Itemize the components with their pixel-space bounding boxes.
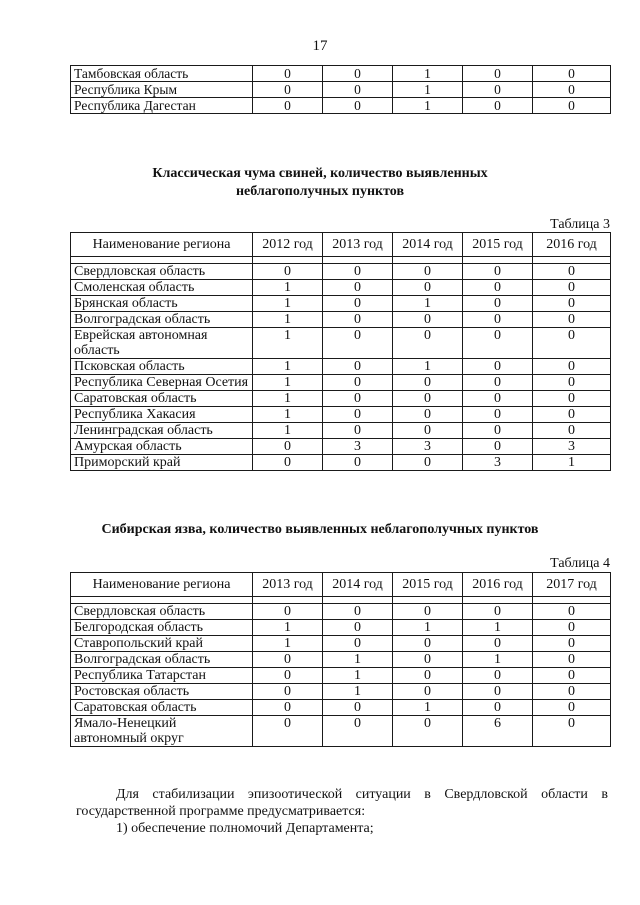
value-cell: 0 — [253, 82, 323, 98]
value-cell: 0 — [253, 604, 323, 620]
value-cell: 0 — [253, 264, 323, 280]
value-cell: 0 — [533, 359, 611, 375]
table4 — [70, 572, 611, 747]
region-name: Ставропольский край — [71, 636, 253, 652]
value-cell: 0 — [533, 716, 611, 747]
column-header: 2014 год — [393, 233, 463, 257]
value-cell: 0 — [323, 700, 393, 716]
value-cell: 0 — [393, 604, 463, 620]
table-row — [71, 604, 611, 620]
value-cell: 1 — [253, 407, 323, 423]
region-name: Смоленская область — [71, 280, 253, 296]
value-cell: 6 — [463, 716, 533, 747]
value-cell: 0 — [463, 391, 533, 407]
value-cell: 0 — [323, 604, 393, 620]
value-cell: 0 — [533, 423, 611, 439]
table-row — [71, 391, 611, 407]
column-header: Наименование региона — [71, 573, 253, 597]
value-cell: 0 — [533, 296, 611, 312]
value-cell: 0 — [533, 98, 611, 114]
value-cell: 0 — [393, 312, 463, 328]
table-row — [71, 620, 611, 636]
value-cell: 0 — [323, 66, 393, 82]
value-cell: 0 — [533, 636, 611, 652]
value-cell: 1 — [393, 82, 463, 98]
column-header: 2016 год — [463, 573, 533, 597]
region-name: Республика Хакасия — [71, 407, 253, 423]
body-text — [76, 786, 608, 837]
table-row — [71, 668, 611, 684]
value-cell: 0 — [253, 652, 323, 668]
value-cell: 0 — [393, 407, 463, 423]
value-cell: 0 — [323, 716, 393, 747]
value-cell: 0 — [323, 423, 393, 439]
table4-label: Таблица 4 — [550, 556, 610, 571]
value-cell: 1 — [393, 98, 463, 114]
region-name: Республика Северная Осетия — [71, 375, 253, 391]
value-cell: 0 — [393, 328, 463, 359]
value-cell: 0 — [323, 359, 393, 375]
table3-title-line2: неблагополучных пунктов — [235, 184, 405, 199]
value-cell: 0 — [533, 264, 611, 280]
region-name: Белгородская область — [71, 620, 253, 636]
region-name: Амурская область — [71, 439, 253, 455]
value-cell: 1 — [393, 700, 463, 716]
region-name: Приморский край — [71, 455, 253, 471]
value-cell: 0 — [463, 668, 533, 684]
table3-body — [71, 257, 611, 471]
list-item-1: 1) обеспечение полномочий Департамента; — [116, 821, 374, 836]
region-name: Тамбовская область — [71, 66, 253, 82]
table3-label: Таблица 3 — [550, 217, 610, 232]
value-cell: 1 — [253, 280, 323, 296]
column-header: 2017 год — [533, 573, 611, 597]
value-cell: 0 — [533, 604, 611, 620]
value-cell: 0 — [463, 296, 533, 312]
value-cell: 1 — [463, 652, 533, 668]
value-cell: 0 — [393, 716, 463, 747]
table4-body — [71, 597, 611, 747]
value-cell: 1 — [253, 359, 323, 375]
value-cell: 0 — [393, 423, 463, 439]
value-cell: 0 — [253, 716, 323, 747]
value-cell: 0 — [323, 296, 393, 312]
value-cell: 0 — [323, 407, 393, 423]
table-row — [71, 700, 611, 716]
value-cell: 1 — [253, 620, 323, 636]
value-cell: 1 — [323, 652, 393, 668]
value-cell: 1 — [253, 391, 323, 407]
value-cell: 0 — [323, 455, 393, 471]
column-header: 2013 год — [253, 573, 323, 597]
value-cell: 0 — [393, 684, 463, 700]
value-cell: 0 — [533, 684, 611, 700]
region-name: Свердловская область — [71, 264, 253, 280]
table-row — [71, 652, 611, 668]
value-cell: 0 — [463, 82, 533, 98]
value-cell: 0 — [463, 684, 533, 700]
column-header: 2014 год — [323, 573, 393, 597]
region-name: Ростовская область — [71, 684, 253, 700]
region-name: Саратовская область — [71, 700, 253, 716]
value-cell: 0 — [463, 407, 533, 423]
value-cell: 0 — [463, 312, 533, 328]
value-cell: 0 — [533, 407, 611, 423]
table-row — [71, 636, 611, 652]
value-cell: 0 — [323, 375, 393, 391]
value-cell: 0 — [393, 375, 463, 391]
table-row — [71, 98, 611, 114]
value-cell: 0 — [463, 359, 533, 375]
value-cell: 1 — [393, 296, 463, 312]
value-cell: 0 — [393, 280, 463, 296]
region-name: Свердловская область — [71, 604, 253, 620]
table-row — [71, 407, 611, 423]
value-cell: 0 — [253, 668, 323, 684]
value-cell: 0 — [323, 312, 393, 328]
value-cell: 0 — [463, 328, 533, 359]
region-name: Брянская область — [71, 296, 253, 312]
table-row — [71, 66, 611, 82]
value-cell: 0 — [533, 620, 611, 636]
column-header: 2012 год — [253, 233, 323, 257]
region-name: Ленинградская область — [71, 423, 253, 439]
value-cell: 0 — [323, 328, 393, 359]
value-cell: 0 — [393, 636, 463, 652]
region-name: Республика Татарстан — [71, 668, 253, 684]
table-row — [71, 439, 611, 455]
value-cell: 0 — [253, 684, 323, 700]
region-name: Псковская область — [71, 359, 253, 375]
value-cell: 0 — [323, 264, 393, 280]
table3-header — [71, 233, 611, 257]
table-row — [71, 280, 611, 296]
value-cell: 1 — [253, 296, 323, 312]
value-cell: 0 — [533, 700, 611, 716]
table-row — [71, 296, 611, 312]
value-cell: 0 — [253, 98, 323, 114]
paragraph-stabilization: Для стабилизации эпизоотической ситуации в Свердловской области в государственной программе предусматривается: — [76, 787, 608, 819]
value-cell: 1 — [393, 66, 463, 82]
table-row — [71, 328, 611, 359]
value-cell: 0 — [533, 391, 611, 407]
region-name: Волгоградская область — [71, 652, 253, 668]
region-name: Саратовская область — [71, 391, 253, 407]
value-cell: 3 — [323, 439, 393, 455]
value-cell: 3 — [393, 439, 463, 455]
value-cell: 0 — [323, 98, 393, 114]
region-name: Волгоградская область — [71, 312, 253, 328]
value-cell: 0 — [533, 375, 611, 391]
value-cell: 0 — [393, 668, 463, 684]
value-cell: 0 — [533, 328, 611, 359]
value-cell: 0 — [533, 280, 611, 296]
value-cell: 0 — [323, 391, 393, 407]
value-cell: 0 — [253, 455, 323, 471]
table-row — [71, 716, 611, 747]
value-cell: 0 — [533, 652, 611, 668]
value-cell: 0 — [533, 82, 611, 98]
value-cell: 1 — [393, 620, 463, 636]
value-cell: 1 — [323, 668, 393, 684]
value-cell: 0 — [253, 66, 323, 82]
table-row — [71, 264, 611, 280]
value-cell: 0 — [253, 439, 323, 455]
value-cell: 1 — [463, 620, 533, 636]
value-cell: 0 — [393, 391, 463, 407]
value-cell: 0 — [463, 98, 533, 114]
column-header: 2013 год — [323, 233, 393, 257]
value-cell: 0 — [533, 66, 611, 82]
value-cell: 0 — [323, 280, 393, 296]
value-cell: 0 — [463, 264, 533, 280]
value-cell: 1 — [323, 684, 393, 700]
header-row — [71, 233, 611, 257]
value-cell: 0 — [253, 700, 323, 716]
table3 — [70, 232, 611, 471]
value-cell: 3 — [533, 439, 611, 455]
value-cell: 1 — [253, 312, 323, 328]
value-cell: 0 — [463, 439, 533, 455]
column-header: Наименование региона — [71, 233, 253, 257]
value-cell: 0 — [463, 604, 533, 620]
table3-title-line1: Классическая чума свиней, количество выявленных — [152, 166, 488, 181]
value-cell: 0 — [533, 312, 611, 328]
table4-title: Сибирская язва, количество выявленных неблагополучных пунктов — [101, 522, 539, 537]
table-row — [71, 82, 611, 98]
top-table-body — [71, 66, 611, 114]
table-row — [71, 455, 611, 471]
value-cell: 0 — [463, 700, 533, 716]
value-cell: 1 — [393, 359, 463, 375]
table-row — [71, 684, 611, 700]
header-row — [71, 573, 611, 597]
column-header: 2015 год — [393, 573, 463, 597]
value-cell: 0 — [463, 375, 533, 391]
table-row — [71, 375, 611, 391]
region-name: Ямало-Ненецкий автономный округ — [71, 716, 253, 747]
region-name: Республика Дагестан — [71, 98, 253, 114]
region-name: Еврейская автономная область — [71, 328, 253, 359]
value-cell: 1 — [253, 328, 323, 359]
table-row — [71, 423, 611, 439]
value-cell: 0 — [533, 668, 611, 684]
value-cell: 1 — [253, 636, 323, 652]
table-row — [71, 312, 611, 328]
value-cell: 1 — [253, 423, 323, 439]
spacer-row — [71, 597, 611, 604]
value-cell: 0 — [393, 264, 463, 280]
value-cell: 0 — [323, 620, 393, 636]
table4-header — [71, 573, 611, 597]
page-number: 17 — [312, 38, 328, 54]
value-cell: 0 — [393, 455, 463, 471]
value-cell: 0 — [463, 636, 533, 652]
value-cell: 1 — [253, 375, 323, 391]
value-cell: 0 — [463, 280, 533, 296]
region-name: Республика Крым — [71, 82, 253, 98]
spacer-row — [71, 257, 611, 264]
value-cell: 0 — [393, 652, 463, 668]
column-header: 2016 год — [533, 233, 611, 257]
table-row — [71, 359, 611, 375]
column-header: 2015 год — [463, 233, 533, 257]
value-cell: 1 — [533, 455, 611, 471]
top-continuation-table — [70, 65, 611, 114]
value-cell: 3 — [463, 455, 533, 471]
value-cell: 0 — [323, 82, 393, 98]
value-cell: 0 — [463, 66, 533, 82]
value-cell: 0 — [323, 636, 393, 652]
value-cell: 0 — [463, 423, 533, 439]
